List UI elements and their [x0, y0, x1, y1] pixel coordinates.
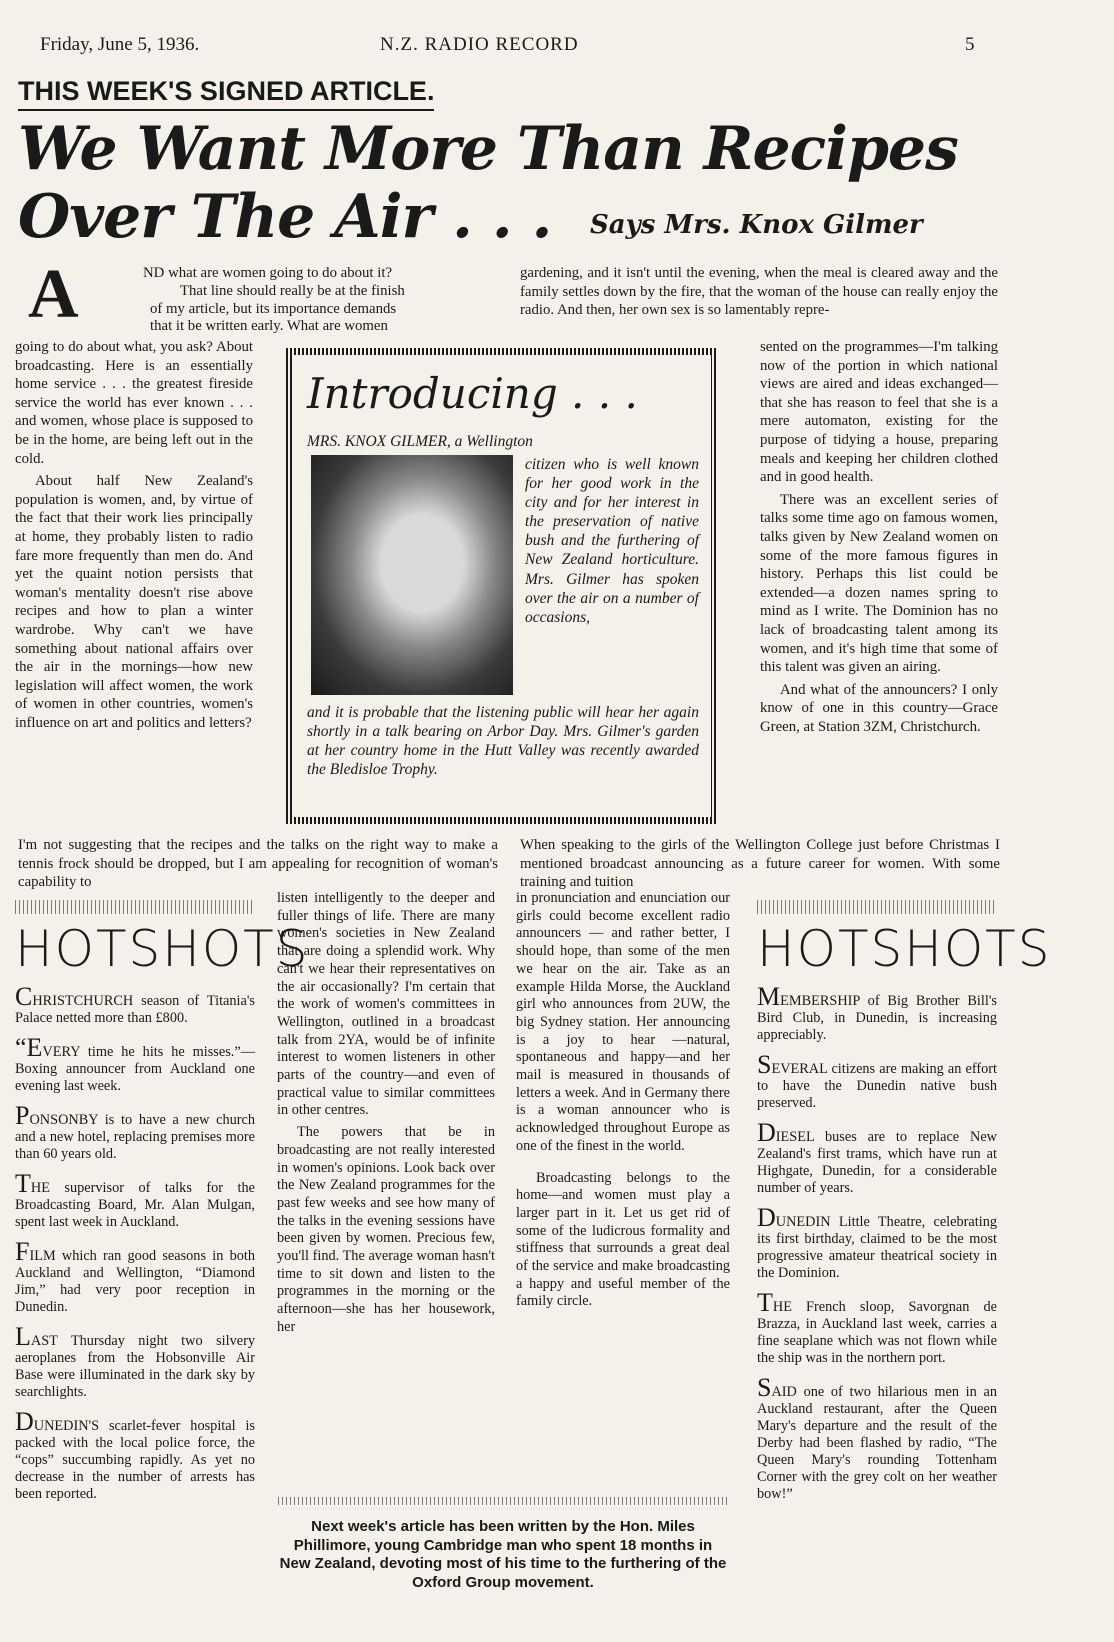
publication-name: N.Z. RADIO RECORD	[380, 34, 579, 55]
hotshot-text: AID one of two hilarious men in an Auckland restaurant, after the Queen Mary's departure and the result of the Derby had been flashed by radio, “The Queen Mary's rounding Tottenham Corner with the grey colt on her weather bow!”	[757, 1384, 997, 1502]
hotshots-left	[15, 900, 310, 1515]
hotshot-initial: “E	[15, 1033, 43, 1062]
issue-date: Friday, June 5, 1936.	[40, 34, 200, 55]
lead-line-4: that it be written early. What are women	[150, 318, 388, 334]
hotshot-item	[757, 982, 997, 1044]
drop-cap: A	[28, 256, 79, 333]
hotshot-initial: D	[757, 1203, 776, 1232]
col3-para3: And what of the announcers? I only know of one in this country—Grace Green, at Station 3ZM, Christchurch.	[760, 681, 998, 735]
col1-para1: going to do about what, you ask? About broadcasting. Here is an essentially home service . . . the greatest fireside service the world has ever known . . . and women, whose place is supposed to be in the home, are being left out in the cold.	[15, 339, 253, 467]
article-right-col	[516, 890, 730, 1315]
hotshot-item	[15, 1322, 255, 1401]
right-para1: in pronunciation and enunciation our girls could become excellent radio announcers — and rather better, I should hope, than some of the men we hear on the air. Take as an example Hilda Morse, the Auckland girl who announces from 2UW, the big Sydney station. Her announcing is a joy to hear —natural, spontaneous and happy—and her mail is measured in thousands of letters a week. And in Germany there is a woman announcer who is acknowledged throughout Europe as one of the finest in the world.	[516, 890, 730, 1154]
hotshot-initial: L	[15, 1322, 31, 1351]
col3-para1: sented on the programmes—I'm talking now of the portion in which national views are aired and ideas exchanged—that she has reason to feel that she is a mere automaton, existing for the purpose of tidying a house, preparing meals and keeping her children clothed and in good health.	[760, 339, 998, 486]
hotshot-initial: D	[757, 1118, 776, 1147]
hotshot-initial: S	[757, 1050, 772, 1079]
hotshot-item	[15, 1237, 255, 1316]
col1-para2: About half New Zealand's population is women, and, by virtue of the fact that their work lies principally at home, they probably listen to radio fare more frequently than men do. And yet the quaint notion persists that woman's mentality doesn't rise above recipes and how to plan a winter wardrobe. Why can't we have something about national affairs over the air in the mornings—how new legislation will affect women, the work of women in other countries, women's influence on art and politics and letters?	[15, 473, 253, 731]
mid-para1: listen intelligently to the deeper and fuller things of life. There are many women's societies in New Zealand that are doing a splendid work. Why can't we hear their representatives on the air occasionally? I'm certain that the work of women's committees in Wellington, outlined in a broadcast talk from 2YA, would be of infinite interest to women listeners in other parts of the country—and even of practical value to similar committees in other centres.	[277, 890, 495, 1119]
article-col1	[15, 338, 253, 736]
next-week-note: Next week's article has been written by the Hon. Miles Phillimore, young Cambridge man who spent 18 months in New Zealand, devoting most of his time to the furthering of the Oxford Group movement.	[279, 1518, 727, 1591]
hotshot-item	[757, 1050, 997, 1112]
hotshot-item	[757, 1288, 997, 1367]
hotshot-text: HRISTCHURCH season of Titania's Palace netted more than £800.	[15, 993, 255, 1026]
headline-line1: We Want More Than Recipes	[18, 114, 958, 184]
hotshots-heading: HOTSHOTS	[15, 920, 310, 978]
intro-text-bottom: and it is probable that the listening public will hear her again shortly in a talk bearing on Arbor Day. Mrs. Gilmer's garden at her country home in the Hutt Valley was recently awarded the Bledisloe Trophy.	[307, 704, 699, 778]
introducing-box	[286, 348, 718, 824]
hotshots-heading: HOTSHOTS	[757, 920, 1052, 978]
headline-line2: Over The Air . . .	[18, 182, 552, 252]
hotshots-divider	[757, 900, 997, 914]
next-week-divider	[278, 1497, 728, 1505]
wide-left-text: I'm not suggesting that the recipes and the talks on the right way to make a tennis frock should be dropped, but I am appealing for recognition of woman's capability to	[18, 837, 498, 891]
hotshot-initial: P	[15, 1101, 30, 1130]
hotshot-item	[757, 1203, 997, 1282]
hotshot-text: EVERAL citizens are making an effort to have the Dunedin native bush preserved.	[757, 1061, 997, 1111]
col3-para2: There was an excellent series of talks some time ago on famous women, talks given by New Zealand women on some of the more famous figures in history. Perhaps this list could be extended—a dozen names spring to mind as I write. The Dominion has no lack of broadcasting talent among its women, and it's high time that some of this talent was given an airing.	[760, 491, 998, 676]
hotshot-text: ONSONBY is to have a new church and a new hotel, replacing premises more than 60 years old.	[15, 1112, 255, 1162]
hotshot-text: HE supervisor of talks for the Broadcasting Board, Mr. Alan Mulgan, spent last week in Auckland.	[15, 1180, 255, 1230]
hotshot-item	[15, 1101, 255, 1163]
hotshots-right	[757, 900, 1052, 1515]
hotshot-text: HE French sloop, Savorgnan de Brazza, in Auckland last week, carries a fine seaplane which was not flown while the ship was in the northern port.	[757, 1299, 997, 1366]
hotshot-text: ILM which ran good seasons in both Auckland and Wellington, “Diamond Jim,” had very poor reception in Dunedin.	[15, 1248, 255, 1315]
byline: Says Mrs. Knox Gilmer	[590, 210, 923, 240]
hotshot-item	[15, 1033, 255, 1095]
hotshot-text: IESEL buses are to replace New Zealand's first trams, which have run at Highgate, Dunedin, for a considerable number of years.	[757, 1129, 997, 1196]
right-para2: Broadcasting belongs to the home—and women must play a larger part in it. Let us get rid of some of the ludicrous formality and stiffness that surrounds a great deal of the service and make broadcasting a happy and useful member of the family circle.	[516, 1169, 730, 1310]
hotshot-text: EMBERSHIP of Big Brother Bill's Bird Club, in Dunedin, is increasing appreciably.	[757, 993, 997, 1043]
hotshot-initial: D	[15, 1407, 34, 1436]
hotshot-initial: S	[757, 1373, 772, 1402]
intro-text-top: MRS. KNOX GILMER, a Wellington	[307, 433, 533, 450]
hotshot-initial: T	[757, 1288, 773, 1317]
portrait-photo	[311, 455, 513, 695]
hotshot-text: VERY time he hits he misses.”—Boxing announcer from Auckland one evening last week.	[15, 1044, 255, 1094]
hotshot-item	[15, 1169, 255, 1231]
section-kicker: THIS WEEK'S SIGNED ARTICLE.	[18, 76, 434, 111]
lead-line-3: of my article, but its importance demands	[150, 301, 397, 317]
hotshot-text: UNEDIN Little Theatre, celebrating its first birthday, claimed to be the most progressive amateur theatrical society in the Dominion.	[757, 1214, 997, 1281]
lead-line-2: That line should really be at the finish	[180, 283, 405, 299]
intro-title: Introducing . . .	[307, 369, 638, 418]
mid-para2: The powers that be in broadcasting are not really interested in women's opinions. Look back over the New Zealand programmes for the past few weeks and see how many of the talks in the evening sessions have been given by women. Precious few, you'll find. The average woman hasn't time to sit down and listen to the programmes in the morning or the afternoon—she has her housework, her	[277, 1124, 495, 1335]
hotshot-initial: C	[15, 982, 33, 1011]
wide-right-text: When speaking to the girls of the Wellington College just before Christmas I mentioned broadcast announcing as a future career for women. With some training and tuition	[520, 837, 1000, 891]
hotshot-item	[15, 1407, 255, 1503]
hotshots-divider	[15, 900, 255, 914]
hotshot-item	[757, 1373, 997, 1503]
hotshot-text: AST Thursday night two silvery aeroplanes from the Hobsonville Air Base were illuminated in the dark sky by searchlights.	[15, 1333, 255, 1400]
intro-text-side: citizen who is well known for her good work in the city and for her interest in the preservation of native bush and the furthering of New Zealand horticulture. Mrs. Gilmer has spoken over the air on a number of occasions,	[525, 456, 699, 626]
page-number: 5	[965, 34, 975, 55]
article-col3	[760, 338, 998, 740]
hotshot-item	[15, 982, 255, 1027]
hotshot-item	[757, 1118, 997, 1197]
hotshot-text: UNEDIN'S scarlet-fever hospital is packed with the local police force, the “cops” succumbing rapidly. As yet no decrease in the number of arrests has been reported.	[15, 1418, 255, 1502]
col3-top: gardening, and it isn't until the evening, when the meal is cleared away and the family settles down by the fire, that the woman of the house can really enjoy the radio. And then, her own sex is so lamentably repre-	[520, 265, 998, 319]
hotshot-initial: F	[15, 1237, 30, 1266]
hotshot-initial: T	[15, 1169, 31, 1198]
article-mid-col	[277, 890, 495, 1341]
lead-line-1: ND what are women going to do about it?	[143, 265, 393, 281]
hotshot-initial: M	[757, 982, 781, 1011]
